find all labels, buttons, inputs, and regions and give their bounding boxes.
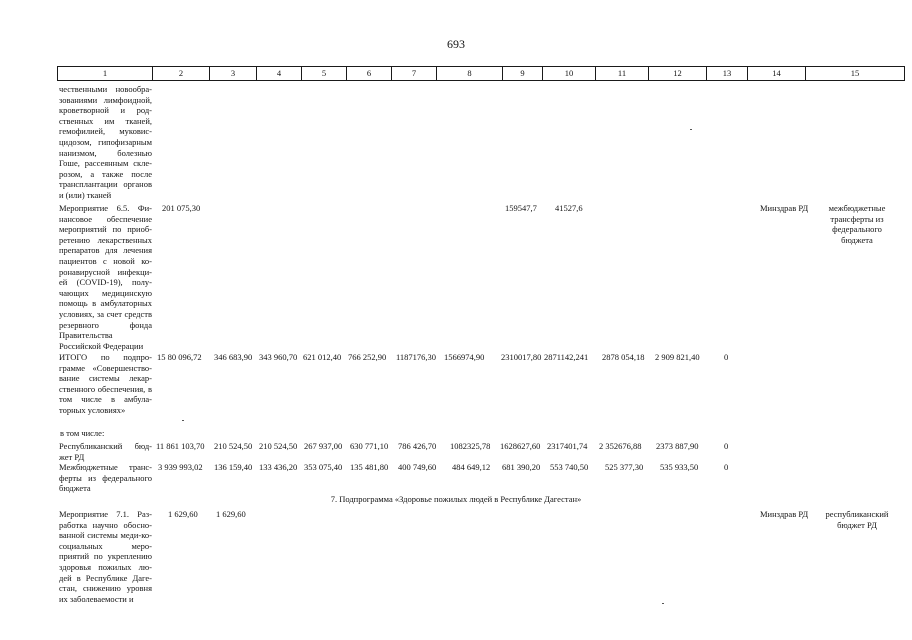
scan-speck xyxy=(182,420,184,421)
measure-6-5-col9: 159547,7 xyxy=(505,203,537,213)
federal-col7: 400 749,60 xyxy=(398,462,437,472)
republic-col5: 267 937,00 xyxy=(304,441,343,451)
header-col-5: 5 xyxy=(302,66,347,81)
header-col-2: 2 xyxy=(153,66,210,81)
federal-col11: 525 377,30 xyxy=(605,462,644,472)
total-col9: 2310017,80 xyxy=(501,352,542,362)
measure-6-5-source: межбюджетные трансферты из федерального бюджета xyxy=(828,203,886,245)
republic-col7: 786 426,70 xyxy=(398,441,437,451)
total-description: ИТОГО по подпро-грамме «Совершенство-вание системы лекар-ственного обеспечения, в том числе в амбула-торных условиях» xyxy=(59,352,152,415)
total-col13: 0 xyxy=(724,352,729,362)
header-col-14: 14 xyxy=(748,66,806,81)
measure-7-1-source: республиканский бюджет РД xyxy=(825,509,889,530)
federal-col10: 553 740,50 xyxy=(550,462,589,472)
continued-description: чественными новообра-зованиями лимфоидной, кроветворной и род-ственных им тканей, гемофилией, муковис-цидозом, гипофизарным нанизмом, болезнью Гоше, рассеянным скле-розом, а также после трансплантации органов и (или) тканей xyxy=(59,84,152,200)
federal-col4: 133 436,20 xyxy=(259,462,298,472)
header-col-10: 10 xyxy=(543,66,596,81)
federal-col8: 484 649,12 xyxy=(452,462,491,472)
republic-col4: 210 524,50 xyxy=(259,441,298,451)
republic-col9: 1628627,60 xyxy=(500,441,541,451)
total-col8: 1566974,90 xyxy=(444,352,485,362)
republic-col3: 210 524,50 xyxy=(214,441,253,451)
measure-6-5-total: 201 075,30 xyxy=(162,203,201,213)
header-col-15: 15 xyxy=(806,66,905,81)
including-label: в том числе: xyxy=(60,428,105,438)
federal-col2: 3 939 993,02 xyxy=(158,462,203,472)
federal-col3: 136 159,40 xyxy=(214,462,253,472)
header-col-8: 8 xyxy=(437,66,503,81)
total-col7: 1187176,30 xyxy=(396,352,437,362)
federal-col9: 681 390,20 xyxy=(502,462,541,472)
total-col6: 766 252,90 xyxy=(348,352,387,362)
page-number: 693 xyxy=(447,37,465,51)
header-col-7: 7 xyxy=(392,66,437,81)
federal-col6: 135 481,80 xyxy=(350,462,389,472)
measure-7-1-executor: Минздрав РД xyxy=(760,509,809,519)
measure-7-1-description: Мероприятие 7.1. Раз-работка научно обосно-ванной системы меди-ко-социальных меро-приятий по укреплению здоровья пожилых лю-дей в Республике Даге-стан, снижению уровня их заболеваемости и xyxy=(59,509,152,604)
header-col-3: 3 xyxy=(210,66,257,81)
header-col-13: 13 xyxy=(707,66,748,81)
republic-col6: 630 771,10 xyxy=(350,441,389,451)
republic-col13: 0 xyxy=(724,441,729,451)
measure-6-5-description: Мероприятие 6.5. Фи-нансовое обеспечение мероприятий по приоб-ретению лекарственных препаратов для лечения пациентов с новой ко-ронавирусной инфекци-ей (COVID-19), полу-чающих медицинскую помощь в амбулаторных условиях, за счет средств резервного фонда Правительства Российской Федерации xyxy=(59,203,152,351)
measure-6-5-executor: Минздрав РД xyxy=(760,203,809,213)
republic-col11: 2 352676,88 xyxy=(599,441,642,451)
scan-speck xyxy=(690,129,692,130)
republic-col10: 2317401,74 xyxy=(547,441,588,451)
total-col12: 2 909 821,40 xyxy=(655,352,700,362)
federal-description: Межбюджетные транс-ферты из федерального бюджета xyxy=(59,462,152,494)
header-col-12: 12 xyxy=(649,66,707,81)
republic-col2: 11 861 103,70 xyxy=(156,441,205,451)
total-col4: 343 960,70 xyxy=(259,352,298,362)
federal-col13: 0 xyxy=(724,462,729,472)
republic-description: Республиканский бюд-жет РД xyxy=(59,441,152,462)
subprogram-title: 7. Подпрограмма «Здоровье пожилых людей в Республике Дагестан» xyxy=(330,494,582,504)
header-col-4: 4 xyxy=(257,66,302,81)
total-col2: 15 80 096,72 xyxy=(157,352,202,362)
total-col10: 2871142,241 xyxy=(544,352,589,362)
measure-6-5-col10: 41527,6 xyxy=(555,203,583,213)
header-col-9: 9 xyxy=(503,66,543,81)
republic-col8: 1082325,78 xyxy=(450,441,491,451)
total-col3: 346 683,90 xyxy=(214,352,253,362)
republic-col12: 2373 887,90 xyxy=(656,441,699,451)
scan-speck xyxy=(662,603,664,604)
federal-col12: 535 933,50 xyxy=(660,462,699,472)
measure-7-1-total: 1 629,60 xyxy=(168,509,198,519)
header-col-1: 1 xyxy=(57,66,153,81)
total-col11: 2878 054,18 xyxy=(602,352,645,362)
header-col-11: 11 xyxy=(596,66,649,81)
measure-7-1-col3: 1 629,60 xyxy=(216,509,246,519)
federal-col5: 353 075,40 xyxy=(304,462,343,472)
header-col-6: 6 xyxy=(347,66,392,81)
total-col5: 621 012,40 xyxy=(303,352,342,362)
